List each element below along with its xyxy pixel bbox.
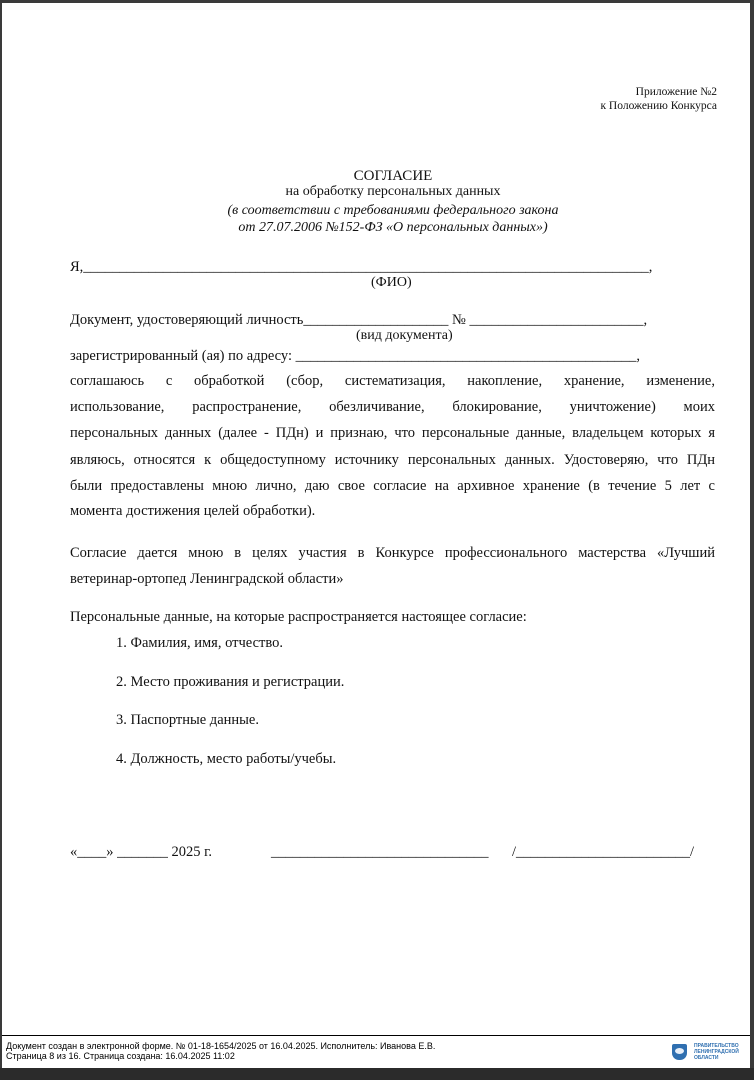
list-item: 1. Фамилия, имя, отчество. <box>116 635 283 651</box>
government-logo <box>672 1042 742 1064</box>
signature-line: ______________________________ <box>271 844 489 860</box>
consent-line: являюсь, относятся к общедоступному источнику персональных данных. Удостоверяю, что ПДн <box>70 452 715 468</box>
list-intro: Персональные данные, на которые распространяется настоящее согласие: <box>70 609 527 625</box>
government-logo-text: ПРАВИТЕЛЬСТВО ЛЕНИНГРАДСКОЙ ОБЛАСТИ <box>694 1043 739 1061</box>
viewer-bottom-strip <box>0 1068 754 1080</box>
document-title: СОГЛАСИЕ <box>353 168 433 184</box>
appendix-note <box>600 85 717 113</box>
consent-line: персональных данных (далее - ПДн) и признаю, что персональные данные, владельцем которых я <box>70 425 715 441</box>
document-type-caption: (вид документа) <box>356 328 453 343</box>
footer-line-1: Документ создан в электронной форме. № 01-18-1654/2025 от 16.04.2025. Исполнитель: Иванова Е.В. <box>6 1041 436 1051</box>
identity-document-line: Документ, удостоверяющий личность____________________ № ________________________, <box>70 312 648 328</box>
address-line: зарегистрированный (ая) по адресу: _______________________________________________, <box>70 348 640 364</box>
consent-line: были предоставлены мною лично, даю свое согласие на архивное хранение (в течение 5 лет с <box>70 478 715 494</box>
purpose-line-1: Согласие дается мною в целях участия в Конкурсе профессионального мастерства «Лучший <box>70 545 715 561</box>
appendix-line-1: Приложение №2 <box>635 86 717 98</box>
signature-date: «____» _______ 2025 г. <box>70 844 213 860</box>
document-footer <box>2 1035 750 1069</box>
law-reference-line-2: от 27.07.2006 №152-ФЗ «О персональных данных») <box>238 220 548 235</box>
document-page <box>2 3 750 1068</box>
consent-line: соглашаюсь с обработкой (сбор, систематизация, накопление, хранение, изменение, <box>70 373 715 389</box>
fio-field-line: Я,______________________________________________________________________________, <box>70 259 653 275</box>
list-item: 3. Паспортные данные. <box>116 712 259 728</box>
fio-caption: (ФИО) <box>371 275 412 290</box>
coat-of-arms-icon <box>672 1044 687 1060</box>
list-item: 4. Должность, место работы/учебы. <box>116 751 337 767</box>
consent-line: использование, распространение, обезличивание, блокирование, уничтожение) моих <box>70 399 715 415</box>
signature-name-line: /________________________/ <box>512 844 695 860</box>
footer-line-2: Страница 8 из 16. Страница создана: 16.04.2025 11:02 <box>6 1051 235 1061</box>
purpose-line-2: ветеринар-ортопед Ленинградской области» <box>70 571 344 587</box>
document-subtitle: на обработку персональных данных <box>285 184 501 199</box>
law-reference-line-1: (в соответствии с требованиями федерального закона <box>227 203 559 218</box>
consent-line-last: момента достижения целей обработки). <box>70 503 316 519</box>
list-item: 2. Место проживания и регистрации. <box>116 674 345 690</box>
footer-text <box>6 1041 435 1061</box>
appendix-line-2: к Положению Конкурса <box>600 100 717 112</box>
